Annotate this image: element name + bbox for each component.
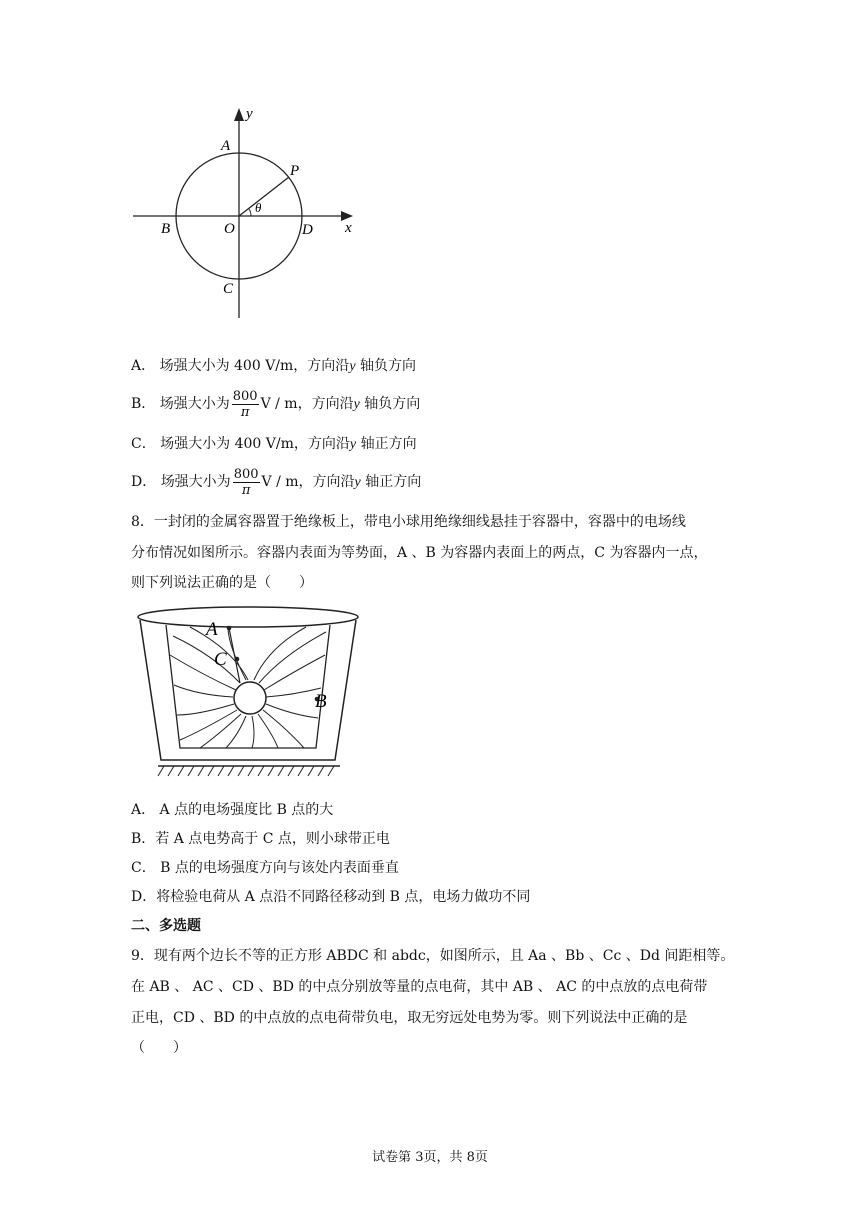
q8-option-c: C． B 点的电场强度方向与该处内表面垂直	[131, 860, 399, 876]
q7-option-b	[131, 386, 420, 423]
q7-option-c	[131, 434, 417, 455]
q9-line-1: 9．现有两个边长不等的正方形 ABDC 和 abdc，如图所示，且 Aa 、Bb 、Cc 、Dd 间距相等。	[131, 948, 735, 964]
label-A: A	[221, 138, 231, 154]
option-letter: A．	[131, 358, 156, 374]
option-text: 场强大小为 400 V/m，方向沿	[159, 358, 350, 374]
q8-option-b: B．若 A 点电势高于 C 点，则小球带正电	[131, 831, 390, 847]
option-text-tail: 轴正方向	[360, 436, 417, 452]
section-title: 二、多选题	[131, 918, 201, 934]
unit-text: V / m，方向沿	[260, 396, 354, 412]
q9-line-4: （ ）	[131, 1040, 187, 1056]
q8-option-d: D．将检验电荷从 A 点沿不同路径移动到 B 点，电场力做功不同	[131, 889, 531, 905]
q9-line-3: 正电，CD 、BD 的中点放的点电荷带负电，取无穷远处电势为零。则下列说法中正确的是	[131, 1010, 688, 1026]
option-text-tail: 轴负方向	[359, 358, 416, 374]
label-B: B	[161, 221, 171, 237]
var-y: y	[349, 359, 356, 374]
option-text-tail: 轴正方向	[365, 474, 422, 490]
label-O: O	[224, 221, 235, 237]
page-footer: 试卷第 3页，共 8页	[372, 1150, 488, 1165]
q8-stem-line-3: 则下列说法正确的是（ ）	[131, 575, 313, 591]
label-x: x	[345, 220, 352, 236]
option-letter: D．	[131, 474, 157, 490]
var-y: y	[353, 397, 360, 412]
figure-metal-container	[128, 600, 368, 790]
option-text: 场强大小为 400 V/m，方向沿	[160, 436, 350, 452]
q7-option-a	[131, 356, 416, 377]
option-text-tail: 轴负方向	[364, 396, 421, 412]
label-theta: θ	[255, 200, 262, 215]
fraction: $\frac{800}{\pi}$	[233, 466, 259, 498]
label-P: P	[290, 163, 300, 179]
container-label-A: A	[206, 619, 218, 640]
var-y: y	[349, 437, 357, 452]
unit-text: V / m，方向沿	[261, 474, 355, 490]
option-letter: C．	[131, 436, 156, 452]
label-C: C	[223, 281, 234, 297]
container-label-B: B	[315, 691, 327, 712]
var-y: y	[354, 475, 361, 490]
label-y: y	[246, 106, 253, 122]
q8-stem-line-1: 8．一封闭的金属容器置于绝缘板上，带电小球用绝缘细线悬挂于容器中，容器中的电场线	[131, 514, 686, 530]
label-D: D	[302, 222, 313, 238]
q8-option-a: A． A 点的电场强度比 B 点的大	[131, 802, 334, 818]
q9-line-2: 在 AB 、 AC 、CD 、BD 的中点分别放等量的点电荷，其中 AB 、 AC 的中点放的点电荷带	[131, 979, 708, 995]
option-text: 场强大小为	[159, 396, 230, 412]
option-text: 场强大小为	[160, 474, 231, 490]
option-letter: B．	[131, 396, 156, 412]
container-label-C: C	[214, 649, 227, 670]
q7-option-d	[131, 464, 421, 501]
q8-stem-line-2: 分布情况如图所示。容器内表面为等势面，A 、B 为容器内表面上的两点，C 为容器内一点，	[131, 545, 708, 561]
fraction: $\frac{800}{\pi}$	[232, 388, 258, 420]
figure-circle-axes	[125, 100, 365, 325]
